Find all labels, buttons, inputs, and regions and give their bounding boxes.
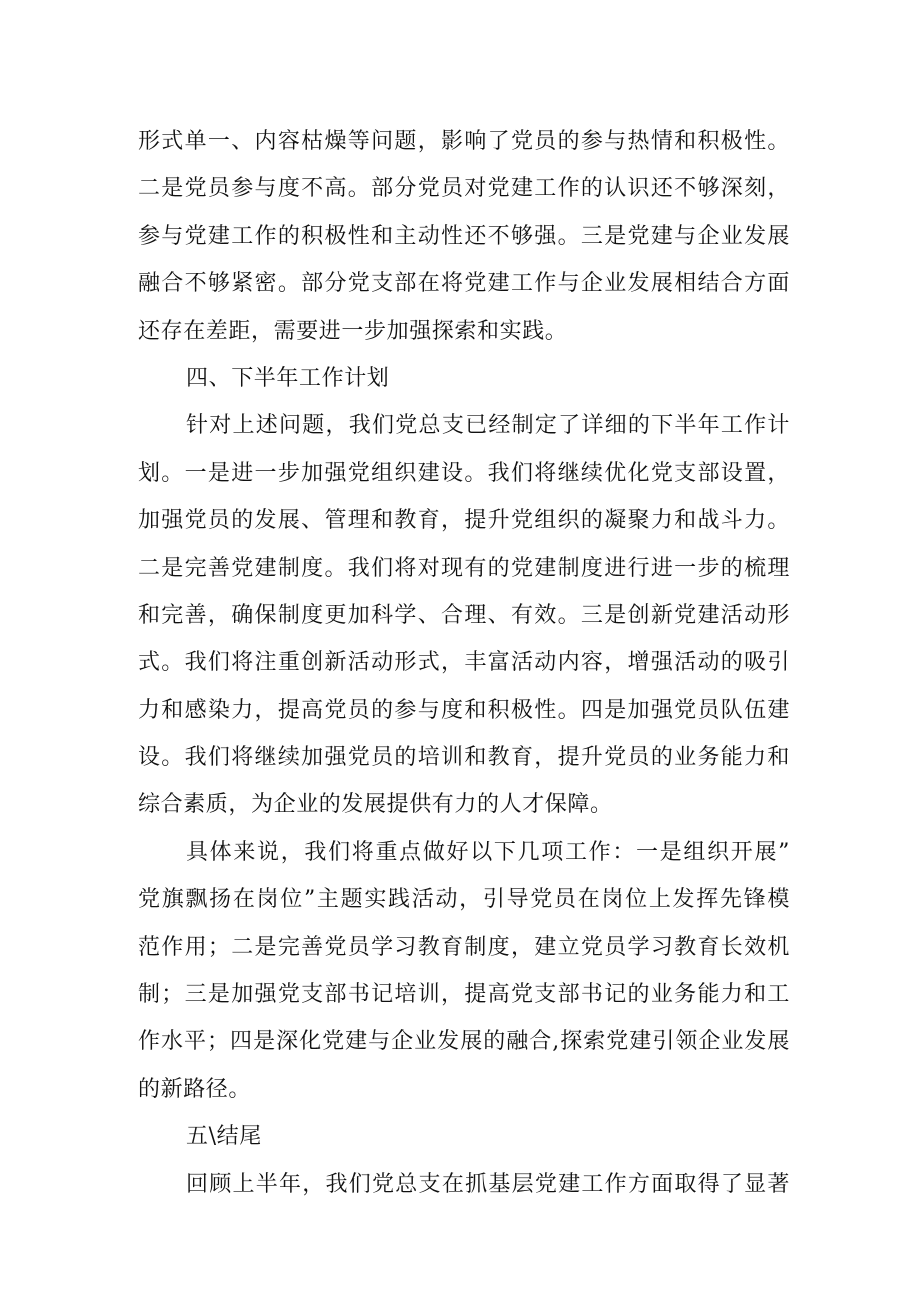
text-line-20: 作水平；四是深化党建与企业发展的融合,探索党建引领企业发展 xyxy=(138,1029,790,1055)
text-line-17: 党旗飘扬在岗位”主题实践活动，引导党员在岗位上发挥先锋模 xyxy=(138,887,790,913)
text-line-23: 回顾上半年，我们党总支在抓基层党建工作方面取得了显著 xyxy=(186,1171,790,1197)
section-heading-ending: 五\结尾 xyxy=(186,1124,262,1150)
text-line-18: 范作用；二是完善党员学习教育制度，建立党员学习教育长效机 xyxy=(138,934,790,960)
text-line-15: 综合素质，为企业的发展提供有力的人才保障。 xyxy=(138,792,613,818)
document-body xyxy=(138,118,790,1208)
section-heading-plan: 四、下半年工作计划 xyxy=(186,365,390,391)
text-line-10: 二是完善党建制度。我们将对现有的党建制度进行进一步的梳理 xyxy=(138,555,790,581)
text-line-7: 针对上述问题，我们党总支已经制定了详细的下半年工作计 xyxy=(186,413,790,439)
text-line-9: 加强党员的发展、管理和教育，提升党组织的凝聚力和战斗力。 xyxy=(138,508,790,534)
text-line-13: 力和感染力，提高党员的参与度和积极性。四是加强党员队伍建 xyxy=(138,697,790,723)
text-line-14: 设。我们将继续加强党员的培训和教育，提升党员的业务能力和 xyxy=(138,745,790,771)
text-line-2: 二是党员参与度不高。部分党员对党建工作的认识还不够深刻， xyxy=(138,176,790,202)
text-line-4: 融合不够紧密。部分党支部在将党建工作与企业发展相结合方面 xyxy=(138,271,790,297)
text-line-21: 的新路径。 xyxy=(138,1076,252,1102)
text-line-8: 划。一是进一步加强党组织建设。我们将继续优化党支部设置， xyxy=(138,460,790,486)
text-line-11: 和完善，确保制度更加科学、合理、有效。三是创新党建活动形 xyxy=(138,602,790,628)
text-line-19: 制；三是加强党支部书记培训，提高党支部书记的业务能力和工 xyxy=(138,982,790,1008)
text-line-3: 参与党建工作的积极性和主动性还不够强。三是党建与企业发展 xyxy=(138,223,790,249)
text-line-12: 式。我们将注重创新活动形式，丰富活动内容，增强活动的吸引 xyxy=(138,650,790,676)
text-line-16: 具体来说，我们将重点做好以下几项工作：一是组织开展” xyxy=(186,839,790,865)
text-line-5: 还存在差距，需要进一步加强探索和实践。 xyxy=(138,318,568,344)
text-line-1: 形式单一、内容枯燥等问题，影响了党员的参与热情和积极性。 xyxy=(138,129,790,154)
